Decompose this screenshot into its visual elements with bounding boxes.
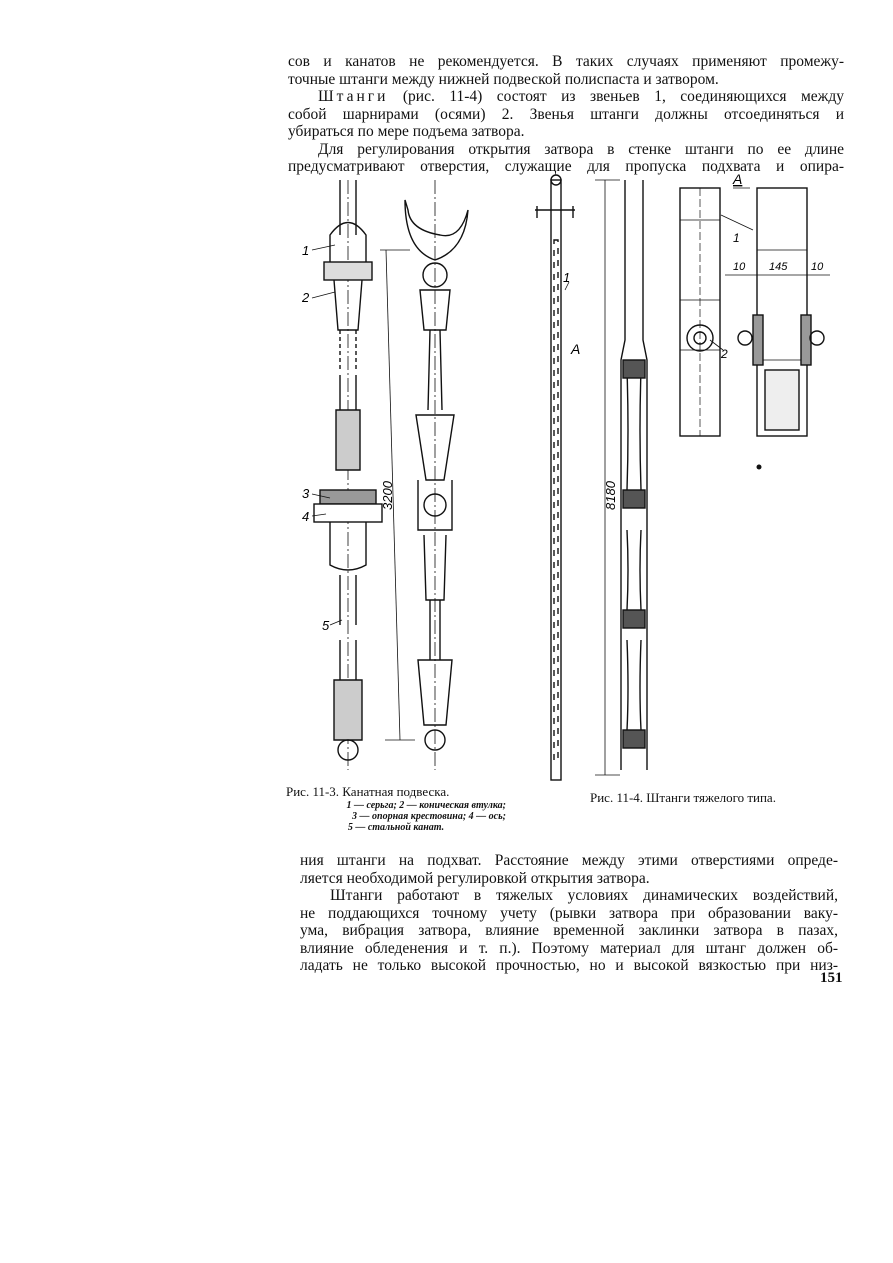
text-line: сов и канатов не рекомендуется. В таких случаях применяют промежу- [288,53,844,70]
text-line: ладать не только высокой прочностью, но и высокой вязкостью при низ- [300,957,838,974]
label-detail-part-1: 1 [733,231,740,245]
label-2: 2 [302,290,310,305]
dimension-10-right: 10 [811,261,824,273]
text-line: не поддающихся точному учету (рывки затвора при образовании ваку- [300,904,838,922]
label-1: 1 [302,243,310,258]
label-3: 3 [302,486,310,501]
dimension-8180: 8180 [603,481,618,510]
figure-11-3-caption [286,784,506,833]
legend-line: 1 — серьга; 2 — коническая втулка; [346,800,506,811]
text-line [288,88,844,106]
figure-11-3-drawing [290,180,520,780]
caption-legend [286,800,506,833]
text-line: Для регулирования открытия затвора в стенке штанги по ее длине [318,140,844,158]
page-number: 151 [820,970,843,986]
figure-11-4-drawing [525,170,835,785]
legend-line: 3 — опорная крестовина; 4 — ось; [352,811,506,822]
term-spaced: Штанги [318,88,389,105]
legend-line: 5 — стальной канат. [347,822,445,833]
text-line: собой шарнирами (осями) 2. Звенья штанги должны отсоединяться и [288,105,844,123]
figure-11-4-caption: Рис. 11-4. Штанги тяжелого типа. [590,790,776,805]
label-4: 4 [302,509,310,524]
text-line: убираться по мере подъема затвора. [288,123,525,140]
text-line: точные штанги между нижней подвеской полиспаста и затвором. [288,70,719,88]
text-line: ума, вибрация затвора, влияние временной заклинки затвора в пазах, [300,922,838,939]
text-line: влияние обледенения и т. п.). Поэтому материал для штанг должен об- [300,939,838,957]
label-detail-a: A [733,171,743,187]
label-view-a: A [571,341,581,357]
label-part-1: 1 [563,270,571,285]
caption-title: Рис. 11-3. Канатная подвеска. [286,784,450,799]
text-fragment: (рис. 11-4) состоят из звеньев 1, соединяющихся между [388,88,844,105]
top-text-block [288,53,844,176]
dimension-145: 145 [769,261,788,273]
bottom-text-block [300,852,838,975]
label-detail-part-2: 2 [721,347,728,361]
text-line: ния штанги на подхват. Расстояние между этими отверстиями опреде- [300,852,838,869]
label-5: 5 [322,618,330,633]
dimension-3200: 3200 [380,481,395,510]
ink-dot [757,465,762,470]
text-line: Штанги работают в тяжелых условиях динамических воздействий, [330,887,838,904]
text-line: ляется необходимой регулировкой открытия затвора. [300,869,650,887]
dimension-10-left: 10 [733,261,746,273]
text-line: предусматривают отверстия, служащие для пропуска подхвата и опира- [288,158,844,175]
